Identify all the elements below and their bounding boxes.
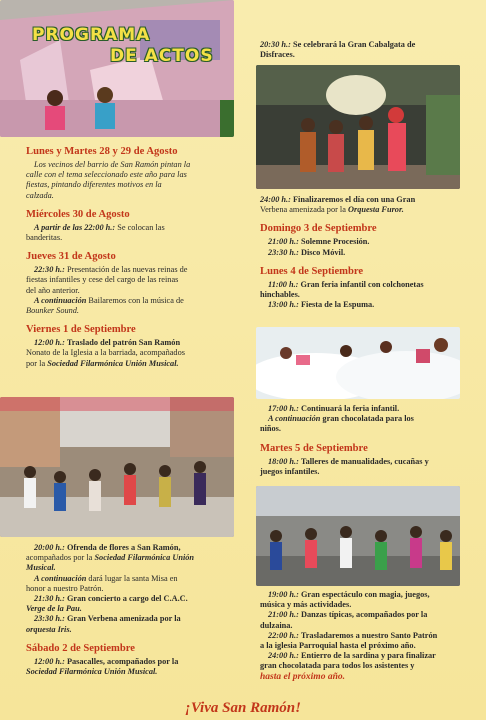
day-heading: Miércoles 30 de Agosto — [26, 208, 130, 220]
text-line: Verbena amenizada por la Orquesta Furor. — [260, 205, 404, 215]
text-line: juegos infantiles. — [260, 466, 320, 476]
text-line: 21:00 h.: Solemne Procesión. — [268, 237, 370, 247]
title-programa: PROGRAMA — [32, 25, 151, 45]
text-line: 24:00 h.: Entierro de la sardina y para finalizar — [268, 651, 436, 661]
left-text-top — [26, 145, 236, 369]
text-line: 12:00 h.: Pasacalles, acompañados por la — [34, 656, 179, 666]
left-text-bottom — [26, 543, 236, 677]
footer-slogan: ¡Viva San Ramón! — [185, 700, 301, 716]
text-line: 12:00 h.: Traslado del patrón San Ramón — [34, 338, 181, 348]
text-line: 23:30 h.: Disco Móvil. — [268, 247, 346, 257]
text-line: dulzaina. — [260, 620, 293, 630]
day-heading: Domingo 3 de Septiembre — [260, 223, 377, 235]
costume-parade-photo — [256, 65, 460, 189]
text-line: A continuación gran chocolatada para los — [268, 414, 414, 424]
text-line: A continuación dará lugar la santa Misa en — [34, 573, 178, 583]
text-line: honor a nuestro Patrón. — [26, 583, 104, 593]
text-line: 22:30 h.: Presentación de las nuevas reinas de — [34, 265, 188, 275]
text-line: Verge de la Pau. — [26, 604, 82, 614]
text-line: 20:30 h.: Se celebrará la Gran Cabalgata de — [260, 40, 416, 49]
text-line: fiestas infantiles y cese del cargo de las reinas — [26, 275, 179, 285]
text-line: niños. — [260, 424, 281, 434]
text-line: 21:00 h.: Danzas típicas, acompañados por la — [268, 610, 428, 620]
day-heading: Lunes 4 de Septiembre — [260, 265, 364, 277]
day-heading: Viernes 1 de Septiembre — [26, 324, 136, 336]
text-line: Musical. — [26, 563, 56, 573]
text-line: 21:30 h.: Gran concierto a cargo del C.A.C. — [34, 594, 188, 604]
text-line: hinchables. — [260, 290, 300, 300]
text-line: acompañados por la Sociedad Filarmónica Unión — [26, 553, 195, 563]
right-text-top — [260, 40, 470, 60]
text-line: fiestas, pintando diferentes motivos en la — [26, 180, 162, 190]
kids-activities-photo — [256, 486, 460, 586]
text-line: 23:30 h.: Gran Verbena amenizada por la — [34, 614, 181, 624]
text-line: 18:00 h.: Talleres de manualidades, cucañas y — [268, 456, 429, 466]
text-line: Los vecinos del barrio de San Ramón pintan la — [34, 160, 191, 169]
text-line: calzada. — [26, 190, 54, 200]
text-line: 13:00 h.: Fiesta de la Espuma. — [268, 300, 375, 310]
text-line: orquesta Iris. — [26, 624, 72, 634]
day-heading: Jueves 31 de Agosto — [26, 251, 116, 263]
title-de-actos: DE ACTOS — [110, 46, 214, 66]
text-line: banderitas. — [26, 233, 63, 243]
foam-party-photo — [256, 327, 460, 399]
right-text-3 — [260, 404, 470, 477]
text-line: 11:00 h.: Gran feria infantil con colchonetas — [268, 279, 424, 289]
text-line: por la Sociedad Filarmónica Unión Musical. — [26, 358, 179, 368]
text-line: 20:00 h.: Ofrenda de flores a San Ramón, — [34, 543, 181, 552]
text-line: Disfraces. — [260, 50, 295, 60]
right-text-2 — [260, 195, 470, 310]
painted-street-photo — [0, 0, 234, 137]
text-line: A partir de las 22:00 h.: Se colocan las — [34, 222, 165, 232]
text-line: a la iglesia Parroquial hasta el próximo año. — [260, 641, 416, 651]
right-text-bottom — [260, 590, 475, 682]
text-line: música y más actividades. — [260, 600, 352, 610]
day-heading: Martes 5 de Septiembre — [260, 442, 368, 454]
text-line: Sociedad Filarmónica Unión Musical. — [26, 667, 158, 677]
text-line: 17:00 h.: Continuará la feria infantil. — [268, 404, 400, 413]
text-line: gran chocolatada para todos los asistentes y — [260, 661, 415, 671]
day-heading: Sábado 2 de Septiembre — [26, 642, 135, 654]
text-line: 22:00 h.: Trasladaremos a nuestro Santo Patrón — [268, 630, 438, 640]
street-parade-photo — [0, 397, 234, 537]
text-line: 24:00 h.: Finalizaremos el día con una Gran — [260, 195, 416, 204]
text-line: calle con el tema seleccionado este año para las — [26, 170, 187, 180]
text-line: Bounker Sound. — [26, 306, 79, 316]
text-line: del año anterior. — [26, 285, 80, 295]
text-line: Nonato de la Iglesia a la barriada, acompañados — [26, 348, 185, 358]
text-line: 19:00 h.: Gran espectáculo con magia, juegos, — [268, 590, 430, 599]
text-line: A continuación Bailaremos con la música de — [34, 295, 184, 305]
day-heading: Lunes y Martes 28 y 29 de Agosto — [26, 146, 178, 157]
text-line: hasta el próximo año. — [260, 671, 345, 682]
